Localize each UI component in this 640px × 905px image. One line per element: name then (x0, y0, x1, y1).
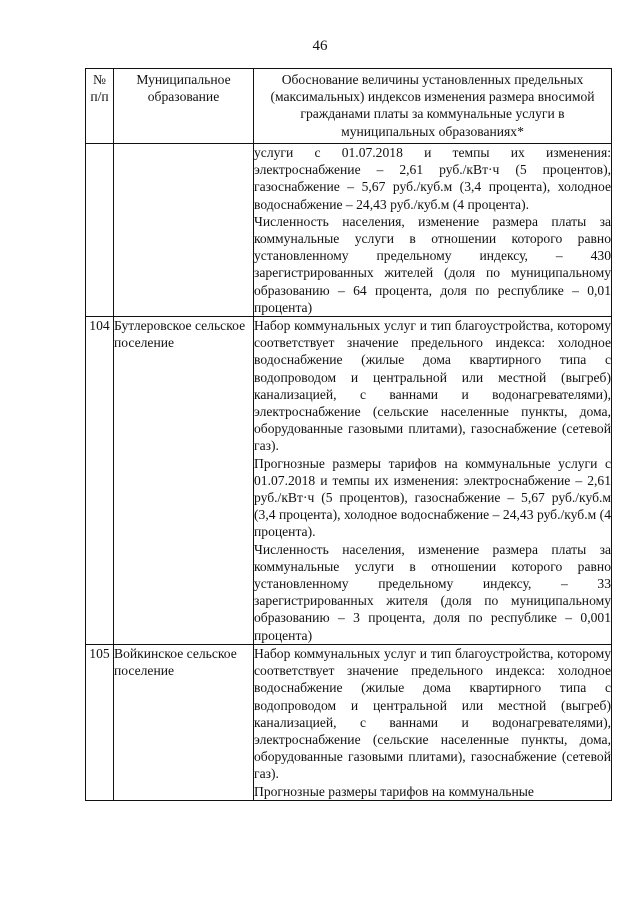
justification-paragraph: Численность населения, изменение размера платы за коммунальные услуги в отношении которого равно установленному предельному индексу, – 33 зарегистрированных жителя (доля по муниципальному образованию – 3 процента, доля по республике – 0,001 процента) (254, 541, 611, 643)
municipality-name: Бутлеровское сельское поселение (114, 317, 254, 645)
table-header-row (86, 69, 612, 144)
header-municipality: Муниципальное образование (114, 69, 254, 144)
justification-paragraph: Прогнозные размеры тарифов на коммунальные (254, 783, 534, 799)
municipality-name (114, 144, 254, 317)
table-row (86, 144, 612, 317)
justification-cell (254, 144, 612, 317)
header-num: № п/п (86, 69, 114, 144)
justification-cell (254, 317, 612, 645)
justification-paragraph: Набор коммунальных услуг и тип благоустройства, которому соответствует значение предельного индекса: холодное водоснабжение (жилые дома квартирного типа с водопроводом и центральной или местной (выгреб) канализацией, с ваннами и водонагревателями), электроснабжение (сельские населенные пункты, дома, оборудованные газовыми плитами), газоснабжение (сетевой газ). (254, 645, 611, 782)
table-row (86, 644, 612, 800)
justification-paragraph: услуги с 01.07.2018 и темпы их изменения: электроснабжение – 2,61 руб./кВт·ч (5 процентов), газоснабжение – 5,67 руб./куб.м (3,4 процента), холодное водоснабжение – 24,43 руб./куб.м (4 процента). (254, 145, 611, 212)
row-number (86, 144, 114, 317)
tariff-index-table (85, 68, 612, 801)
table-row (86, 317, 612, 645)
header-justification: Обоснование величины установленных предельных (максимальных) индексов изменения размера вносимой гражданами платы за коммунальные услуги в муниципальных образованиях* (254, 69, 612, 144)
row-number: 105 (86, 644, 114, 800)
row-number: 104 (86, 317, 114, 645)
justification-paragraph: Набор коммунальных услуг и тип благоустройства, которому соответствует значение предельного индекса: холодное водоснабжение (жилые дома квартирного типа с водопроводом и центральной или местной (выгреб) канализацией, с ваннами и водонагревателями), электроснабжение (сельские населенные пункты, дома, оборудованные газовыми плитами), газоснабжение (сетевой газ). (254, 318, 611, 454)
justification-cell (254, 644, 612, 800)
justification-paragraph: Прогнозные размеры тарифов на коммунальные услуги с 01.07.2018 и темпы их изменения: электроснабжение – 2,61 руб./кВт·ч (5 процентов), газоснабжение – 5,67 руб./куб.м (3,4 процента), холодное водоснабжение – 24,43 руб./куб.м (4 процента). (254, 455, 611, 540)
justification-paragraph: Численность населения, изменение размера платы за коммунальные услуги в отношении которого равно установленному предельному индексу, – 430 зарегистрированных жителей (доля по муниципальному образованию – 64 процента, доля по республике – 0,01 процента) (254, 213, 611, 315)
page-number: 46 (312, 38, 328, 54)
municipality-name: Войкинское сельское поселение (114, 644, 254, 800)
